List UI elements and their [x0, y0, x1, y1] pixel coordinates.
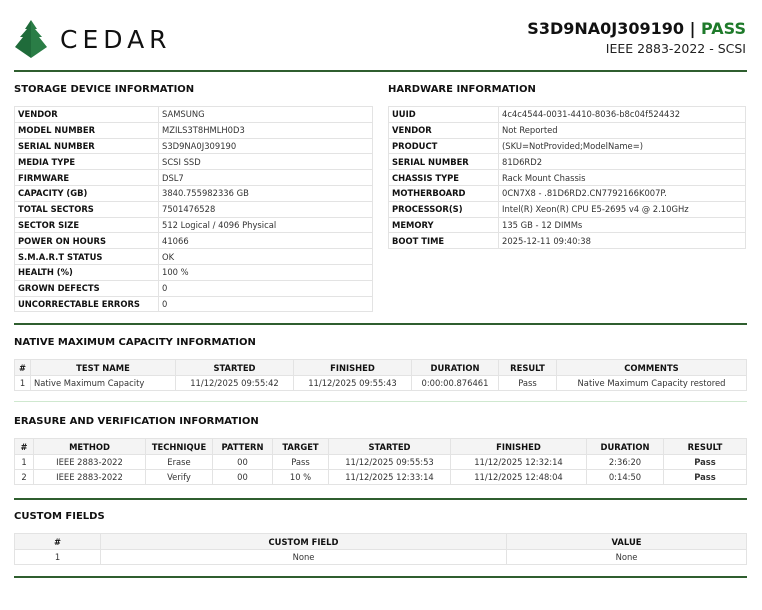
field-value: SCSI SSD	[159, 154, 373, 170]
erasure-section-title: ERASURE AND VERIFICATION INFORMATION	[14, 416, 259, 427]
field-label: SERIAL NUMBER	[389, 154, 499, 170]
column-header: COMMENTS	[557, 360, 747, 376]
method-cell: IEEE 2883-2022	[34, 455, 146, 470]
storage-row	[15, 264, 373, 280]
field-label: POWER ON HOURS	[15, 233, 159, 249]
field-label: MEDIA TYPE	[15, 154, 159, 170]
storage-row	[15, 154, 373, 170]
field-value: DSL7	[159, 170, 373, 186]
duration-cell: 0:14:50	[587, 470, 664, 485]
field-label: UUID	[389, 107, 499, 123]
field-label: CHASSIS TYPE	[389, 170, 499, 186]
pattern-cell: 00	[213, 455, 273, 470]
result-cell: Pass	[664, 455, 747, 470]
field-label: GROWN DEFECTS	[15, 280, 159, 296]
field-label: MOTHERBOARD	[389, 185, 499, 201]
field-value: Not Reported	[499, 122, 746, 138]
pattern-cell: 00	[213, 470, 273, 485]
report-title-block	[527, 19, 746, 56]
table-row	[15, 550, 747, 565]
field-value: 0	[159, 280, 373, 296]
table-row	[15, 455, 747, 470]
column-header: FINISHED	[294, 360, 412, 376]
storage-row	[15, 280, 373, 296]
hardware-row	[389, 201, 746, 217]
brand-name: CEDAR	[60, 25, 172, 54]
column-header: RESULT	[664, 439, 747, 455]
storage-row	[15, 201, 373, 217]
overall-status-badge: PASS	[701, 19, 746, 38]
hardware-row	[389, 185, 746, 201]
field-value: 4c4c4544-0031-4410-8036-b8c04f524432	[499, 107, 746, 123]
column-header: #	[15, 439, 34, 455]
field-value: 2025-12-11 09:40:38	[499, 233, 746, 249]
field-value: OK	[159, 249, 373, 265]
column-header: RESULT	[499, 360, 557, 376]
storage-row	[15, 185, 373, 201]
field-cell: None	[101, 550, 507, 565]
comments-cell: Native Maximum Capacity restored	[557, 376, 747, 391]
result-cell: Pass	[499, 376, 557, 391]
technique-cell: Erase	[146, 455, 213, 470]
divider	[14, 401, 747, 402]
field-value: SAMSUNG	[159, 107, 373, 123]
hardware-section-title: HARDWARE INFORMATION	[388, 84, 536, 95]
field-label: SERIAL NUMBER	[15, 138, 159, 154]
num-cell: 1	[15, 550, 101, 565]
storage-row	[15, 170, 373, 186]
field-label: UNCORRECTABLE ERRORS	[15, 296, 159, 312]
report-title	[527, 19, 746, 38]
nmc-table	[14, 359, 747, 391]
divider	[14, 576, 747, 578]
finished-cell: 11/12/2025 12:32:14	[451, 455, 587, 470]
storage-info-table	[14, 106, 373, 312]
storage-row	[15, 233, 373, 249]
column-header: #	[15, 534, 101, 550]
value-cell: None	[507, 550, 747, 565]
field-label: PRODUCT	[389, 138, 499, 154]
num-cell: 1	[15, 376, 31, 391]
column-header: DURATION	[587, 439, 664, 455]
column-header: TARGET	[273, 439, 329, 455]
storage-row	[15, 217, 373, 233]
cedar-tree-icon	[15, 20, 47, 58]
field-value: Rack Mount Chassis	[499, 170, 746, 186]
storage-row	[15, 249, 373, 265]
report-header	[0, 0, 762, 72]
column-header: DURATION	[412, 360, 499, 376]
divider	[14, 70, 747, 72]
target-cell: Pass	[273, 455, 329, 470]
field-value: Intel(R) Xeon(R) CPU E5-2695 v4 @ 2.10GHz	[499, 201, 746, 217]
column-header: STARTED	[329, 439, 451, 455]
duration-cell: 2:36:20	[587, 455, 664, 470]
divider	[14, 498, 747, 500]
storage-section-title: STORAGE DEVICE INFORMATION	[14, 84, 195, 95]
column-header: STARTED	[176, 360, 294, 376]
target-cell: 10 %	[273, 470, 329, 485]
device-serial: S3D9NA0J309190	[527, 19, 685, 38]
erasure-table	[14, 438, 747, 485]
field-value: MZILS3T8HMLH0D3	[159, 122, 373, 138]
field-label: CAPACITY (GB)	[15, 185, 159, 201]
report-standard: IEEE 2883-2022 - SCSI	[605, 41, 746, 56]
field-label: HEALTH (%)	[15, 264, 159, 280]
title-separator: |	[689, 19, 696, 38]
custom-fields-table	[14, 533, 747, 565]
column-header: CUSTOM FIELD	[101, 534, 507, 550]
column-header: #	[15, 360, 31, 376]
finished-cell: 11/12/2025 12:48:04	[451, 470, 587, 485]
duration-cell: 0:00:00.876461	[412, 376, 499, 391]
finished-cell: 11/12/2025 09:55:43	[294, 376, 412, 391]
storage-row	[15, 138, 373, 154]
started-cell: 11/12/2025 12:33:14	[329, 470, 451, 485]
field-value: S3D9NA0J309190	[159, 138, 373, 154]
field-label: TOTAL SECTORS	[15, 201, 159, 217]
started-cell: 11/12/2025 09:55:53	[329, 455, 451, 470]
table-row	[15, 376, 747, 391]
test-name-cell: Native Maximum Capacity	[31, 376, 176, 391]
storage-row	[15, 296, 373, 312]
column-header: TEST NAME	[31, 360, 176, 376]
field-value: 100 %	[159, 264, 373, 280]
column-header: FINISHED	[451, 439, 587, 455]
field-value: 41066	[159, 233, 373, 249]
field-label: MODEL NUMBER	[15, 122, 159, 138]
num-cell: 2	[15, 470, 34, 485]
field-label: FIRMWARE	[15, 170, 159, 186]
hardware-row	[389, 233, 746, 249]
result-cell: Pass	[664, 470, 747, 485]
field-value: 135 GB - 12 DIMMs	[499, 217, 746, 233]
field-value: 7501476528	[159, 201, 373, 217]
field-label: SECTOR SIZE	[15, 217, 159, 233]
field-label: MEMORY	[389, 217, 499, 233]
hardware-row	[389, 138, 746, 154]
hardware-info-table	[388, 106, 746, 249]
method-cell: IEEE 2883-2022	[34, 470, 146, 485]
table-row	[15, 470, 747, 485]
field-label: PROCESSOR(S)	[389, 201, 499, 217]
column-header: VALUE	[507, 534, 747, 550]
divider	[14, 323, 747, 325]
field-label: S.M.A.R.T STATUS	[15, 249, 159, 265]
field-value: 81D6RD2	[499, 154, 746, 170]
column-header: TECHNIQUE	[146, 439, 213, 455]
field-value: 0CN7X8 - .81D6RD2.CN7792166K007P.	[499, 185, 746, 201]
nmc-section-title: NATIVE MAXIMUM CAPACITY INFORMATION	[14, 337, 256, 348]
technique-cell: Verify	[146, 470, 213, 485]
custom-section-title: CUSTOM FIELDS	[14, 511, 105, 522]
field-label: BOOT TIME	[389, 233, 499, 249]
storage-row	[15, 107, 373, 123]
field-value: 3840.755982336 GB	[159, 185, 373, 201]
hardware-row	[389, 122, 746, 138]
hardware-row	[389, 154, 746, 170]
field-value: 512 Logical / 4096 Physical	[159, 217, 373, 233]
field-value: (SKU=NotProvided;ModelName=)	[499, 138, 746, 154]
field-label: VENDOR	[15, 107, 159, 123]
hardware-row	[389, 217, 746, 233]
hardware-row	[389, 170, 746, 186]
num-cell: 1	[15, 455, 34, 470]
column-header: PATTERN	[213, 439, 273, 455]
storage-row	[15, 122, 373, 138]
field-value: 0	[159, 296, 373, 312]
column-header: METHOD	[34, 439, 146, 455]
field-label: VENDOR	[389, 122, 499, 138]
started-cell: 11/12/2025 09:55:42	[176, 376, 294, 391]
hardware-row	[389, 107, 746, 123]
